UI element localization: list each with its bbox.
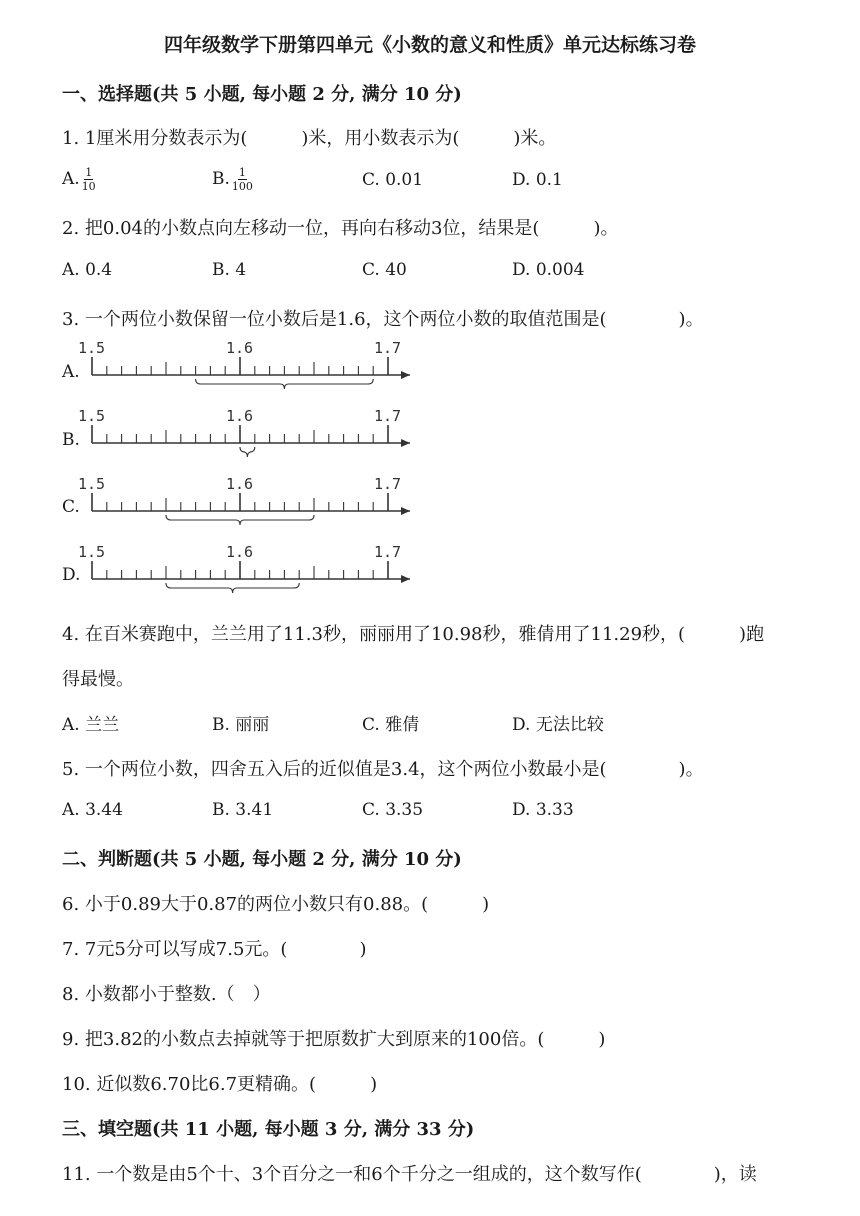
q5-option-c: C. 3.35: [362, 800, 424, 820]
question-6: 6. 小于0.89大于0.87的两位小数只有0.88。( ): [62, 894, 490, 915]
number-line-c: [78, 475, 410, 525]
range-brace: [240, 447, 255, 457]
q2-option-a: A. 0.4: [62, 260, 113, 280]
fraction: $\frac{1}{100}$: [231, 166, 253, 193]
section-heading-choice: 一、选择题(共 5 小题, 每小题 2 分, 满分 10 分): [62, 84, 462, 105]
number-line-label: 1.5: [78, 407, 106, 425]
q1-option-a: A. $\frac{1}{10}$: [62, 166, 96, 193]
number-line-label: 1.6: [226, 407, 254, 425]
question-2: 2. 把0.04的小数点向左移动一位，再向右移动3位，结果是( )。: [62, 218, 619, 239]
question-11: 11. 一个数是由5个十、3个百分之一和6个千分之一组成的，这个数写作( )，读: [62, 1164, 757, 1185]
number-line-label: 1.7: [374, 475, 402, 493]
q4-option-a: A. 兰兰: [62, 715, 120, 735]
q4-option-d: D. 无法比较: [512, 715, 604, 735]
number-line-label: 1.5: [78, 340, 106, 357]
section-heading-judgement: 二、判断题(共 5 小题, 每小题 2 分, 满分 10 分): [62, 849, 462, 870]
question-7: 7. 7元5分可以写成7.5元。( ): [62, 939, 367, 960]
q3-option-a: A.: [62, 362, 80, 382]
q1-option-b: B. $\frac{1}{100}$: [212, 166, 253, 193]
arrow-head-icon: [401, 507, 410, 515]
number-line-d: [78, 543, 410, 593]
q2-option-d: D. 0.004: [512, 260, 585, 280]
question-9: 9. 把3.82的小数点去掉就等于把原数扩大到原来的100倍。( ): [62, 1029, 606, 1050]
q4-option-c: C. 雅倩: [362, 715, 420, 735]
question-4-line2: 得最慢。: [62, 669, 134, 690]
number-line-label: 1.7: [374, 543, 402, 561]
range-brace: [196, 379, 374, 389]
number-line-label: 1.5: [78, 475, 106, 493]
question-8: 8. 小数都小于整数.（ ）: [62, 984, 271, 1005]
number-line-label: 1.7: [374, 340, 402, 357]
q1-option-d: D. 0.1: [512, 170, 563, 190]
question-4-line1: 4. 在百米赛跑中，兰兰用了11.3秒，丽丽用了10.98秒，雅倩用了11.29秒，( )跑: [62, 624, 765, 645]
q2-option-c: C. 40: [362, 260, 407, 280]
number-line-label: 1.5: [78, 543, 106, 561]
arrow-head-icon: [401, 575, 410, 583]
number-line-group: [0, 340, 860, 610]
number-line-label: 1.6: [226, 340, 254, 357]
number-line-label: 1.6: [226, 475, 254, 493]
q3-option-b: B.: [62, 430, 80, 450]
arrow-head-icon: [401, 439, 410, 447]
question-3: 3. 一个两位小数保留一位小数后是1.6，这个两位小数的取值范围是( )。: [62, 309, 704, 330]
q1-option-c: C. 0.01: [362, 170, 424, 190]
question-5: 5. 一个两位小数，四舍五入后的近似值是3.4，这个两位小数最小是( )。: [62, 759, 704, 780]
q5-option-d: D. 3.33: [512, 800, 574, 820]
q5-option-a: A. 3.44: [62, 800, 123, 820]
question-10: 10. 近似数6.70比6.7更精确。( ): [62, 1074, 378, 1095]
number-line-b: [78, 407, 410, 457]
number-line-label: 1.7: [374, 407, 402, 425]
q4-option-b: B. 丽丽: [212, 715, 270, 735]
question-1: 1. 1厘米用分数表示为( )米，用小数表示为( )米。: [62, 128, 557, 149]
q2-option-b: B. 4: [212, 260, 247, 280]
fraction: $\frac{1}{10}$: [81, 166, 96, 193]
q5-option-b: B. 3.41: [212, 800, 274, 820]
q3-option-c: C.: [62, 497, 80, 517]
page-title: 四年级数学下册第四单元《小数的意义和性质》单元达标练习卷: [163, 34, 696, 56]
range-brace: [166, 583, 299, 593]
section-heading-fill: 三、填空题(共 11 小题, 每小题 3 分, 满分 33 分): [62, 1119, 475, 1140]
number-line-label: 1.6: [226, 543, 254, 561]
q3-option-d: D.: [62, 565, 81, 585]
range-brace: [166, 515, 314, 525]
number-line-a: [78, 340, 410, 389]
arrow-head-icon: [401, 371, 410, 379]
